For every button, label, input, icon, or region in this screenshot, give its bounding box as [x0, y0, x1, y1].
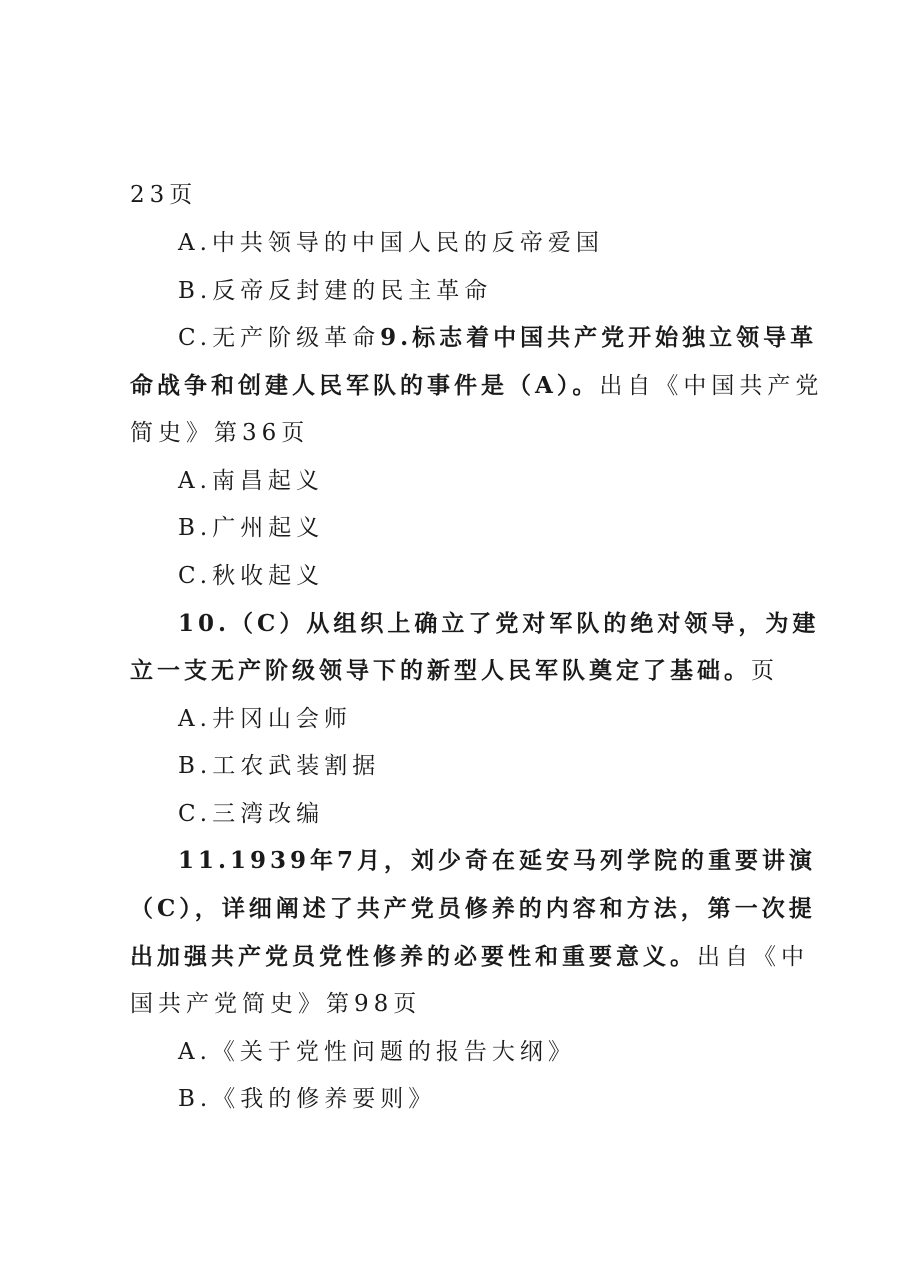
option-text: B.《我的修养要则》 [178, 1086, 437, 1112]
option-c [178, 799, 324, 829]
question-10 [178, 609, 819, 639]
source-page-ref: 国共产党简史》第98页 [130, 991, 422, 1017]
option-b [178, 276, 492, 306]
option-c [178, 561, 324, 591]
option-text: A.《关于党性问题的报告大纲》 [178, 1039, 576, 1065]
option-text: A.南昌起义 [178, 468, 324, 494]
option-b [178, 1084, 436, 1114]
question-9-continued [130, 371, 823, 401]
question-11-text: （C），详细阐述了共产党员修养的内容和方法，第一次提 [130, 895, 816, 922]
option-a [178, 466, 324, 496]
question-10-continued [130, 656, 779, 686]
source-text: 出自《中 [697, 944, 809, 970]
option-a [178, 1037, 576, 1067]
option-text: B.广州起义 [178, 515, 325, 541]
option-text: A.井冈山会师 [178, 706, 352, 732]
option-c-with-question-9 [178, 323, 817, 353]
source-line [130, 989, 421, 1019]
question-10-text: 立一支无产阶级领导下的新型人民军队奠定了基础。 [130, 657, 751, 684]
option-text: B.反帝反封建的民主革命 [178, 278, 493, 304]
option-a [178, 228, 604, 258]
option-text: A.中共领导的中国人民的反帝爱国 [178, 230, 604, 256]
option-b [178, 513, 324, 543]
question-11-continued [130, 894, 816, 924]
question-9-text: 命战争和创建人民军队的事件是（A）。 [130, 372, 600, 399]
question-11-continued [130, 942, 809, 972]
option-text: C.秋收起义 [178, 563, 325, 589]
source-text: 页 [751, 658, 779, 684]
source-text: 出自《中国共产党 [599, 373, 824, 399]
question-11-text: 11.1939年7月，刘少奇在延安马列学院的重要讲演 [178, 847, 817, 874]
source-line [130, 418, 309, 448]
text-line [130, 180, 197, 210]
question-9-text: 9.标志着中国共产党开始独立领导革 [380, 324, 818, 351]
option-text: C.无产阶级革命 [178, 325, 381, 351]
question-10-text: 10.（C）从组织上确立了党对军队的绝对领导，为建 [178, 610, 820, 637]
option-a [178, 704, 352, 734]
question-11 [178, 846, 816, 876]
option-b [178, 751, 380, 781]
source-page-ref: 23页 [130, 182, 198, 208]
option-text: C.三湾改编 [178, 801, 325, 827]
option-text: B.工农武装割据 [178, 753, 381, 779]
source-page-ref: 简史》第36页 [130, 420, 310, 446]
question-11-text: 出加强共产党员党性修养的必要性和重要意义。 [130, 943, 697, 970]
